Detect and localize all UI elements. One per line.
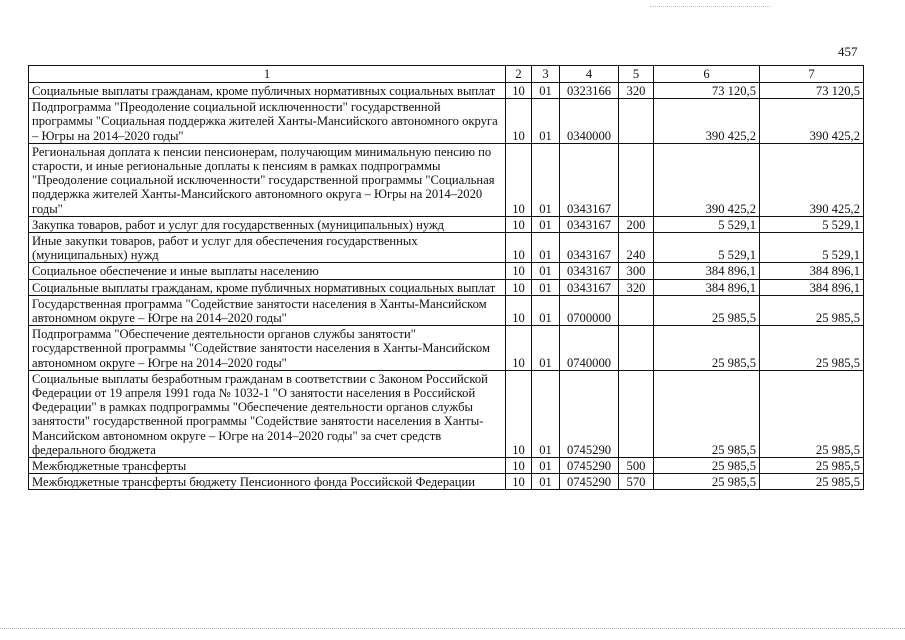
row-name-cell: Подпрограмма "Обеспечение деятельности органов службы занятости" государственной программы "Содействие занятости населения в Ханты-Мансийском автономном округе – Югре на 2014–2020 годы" (29, 326, 506, 371)
amount-col7-cell: 25 985,5 (760, 326, 864, 371)
amount-col6-cell: 73 120,5 (654, 83, 760, 99)
expense-type-cell (619, 295, 654, 325)
amount-col7-cell: 25 985,5 (760, 458, 864, 474)
table-row (29, 99, 864, 144)
row-name-cell: Государственная программа "Содействие занятости населения в Ханты-Мансийском автономном округе – Югре на 2014–2020 годы" (29, 295, 506, 325)
col-header-3: 3 (532, 66, 560, 83)
target-article-cell: 0745290 (560, 458, 619, 474)
target-article-cell: 0700000 (560, 295, 619, 325)
target-article-cell: 0745290 (560, 370, 619, 457)
amount-col7-cell: 5 529,1 (760, 233, 864, 263)
row-name-cell: Подпрограмма "Преодоление социальной исключенности" государственной программы "Социальная поддержка жителей Ханты-Мансийского автономного округа – Югры на 2014–2020 годы" (29, 99, 506, 144)
amount-col6-cell: 25 985,5 (654, 474, 760, 490)
target-article-cell: 0740000 (560, 326, 619, 371)
target-article-cell: 0340000 (560, 99, 619, 144)
subsection-code-cell: 01 (532, 233, 560, 263)
subsection-code-cell: 01 (532, 263, 560, 279)
row-name-cell: Иные закупки товаров, работ и услуг для обеспечения государственных (муниципальных) нужд (29, 233, 506, 263)
table-row (29, 279, 864, 295)
subsection-code-cell: 01 (532, 326, 560, 371)
amount-col6-cell: 390 425,2 (654, 99, 760, 144)
target-article-cell: 0323166 (560, 83, 619, 99)
target-article-cell: 0343167 (560, 143, 619, 216)
row-name-cell: Региональная доплата к пенсии пенсионерам, получающим минимальную пенсию по старости, и иные региональные доплаты к пенсиям в рамках подпрограммы "Преодоление социальной исключенности" государственной программы "Социальная поддержка жителей Ханты-Мансийского автономного округа – Югры на 2014–2020 годы" (29, 143, 506, 216)
amount-col7-cell: 390 425,2 (760, 143, 864, 216)
target-article-cell: 0745290 (560, 474, 619, 490)
target-article-cell: 0343167 (560, 279, 619, 295)
amount-col7-cell: 5 529,1 (760, 216, 864, 232)
subsection-code-cell: 01 (532, 83, 560, 99)
table-row (29, 474, 864, 490)
col-header-6: 6 (654, 66, 760, 83)
table-row (29, 370, 864, 457)
section-code-cell: 10 (506, 295, 532, 325)
expense-type-cell: 200 (619, 216, 654, 232)
row-name-cell: Социальные выплаты безработным гражданам в соответствии с Законом Российской Федерации от 19 апреля 1991 года № 1032-1 "О занятости населения в Российской Федерации" в рамках подпрограммы "Обеспечение деятельности органов службы занятости" государственной программы "Содействие занятости населения в Ханты-Мансийском автономном округе – Югре на 2014–2020 годы" за счет средств федерального бюджета (29, 370, 506, 457)
amount-col7-cell: 25 985,5 (760, 295, 864, 325)
subsection-code-cell: 01 (532, 143, 560, 216)
subsection-code-cell: 01 (532, 216, 560, 232)
section-code-cell: 10 (506, 233, 532, 263)
amount-col7-cell: 73 120,5 (760, 83, 864, 99)
col-header-1: 1 (29, 66, 506, 83)
amount-col6-cell: 25 985,5 (654, 370, 760, 457)
subsection-code-cell: 01 (532, 295, 560, 325)
expense-type-cell: 320 (619, 279, 654, 295)
section-code-cell: 10 (506, 458, 532, 474)
amount-col7-cell: 384 896,1 (760, 263, 864, 279)
section-code-cell: 10 (506, 370, 532, 457)
section-code-cell: 10 (506, 216, 532, 232)
amount-col7-cell: 384 896,1 (760, 279, 864, 295)
amount-col7-cell: 390 425,2 (760, 99, 864, 144)
subsection-code-cell: 01 (532, 99, 560, 144)
col-header-5: 5 (619, 66, 654, 83)
amount-col6-cell: 384 896,1 (654, 263, 760, 279)
subsection-code-cell: 01 (532, 474, 560, 490)
table-row (29, 143, 864, 216)
row-name-cell: Социальное обеспечение и иные выплаты населению (29, 263, 506, 279)
expense-type-cell (619, 143, 654, 216)
scan-artifact-bottom (0, 628, 905, 630)
subsection-code-cell: 01 (532, 458, 560, 474)
expense-type-cell: 570 (619, 474, 654, 490)
row-name-cell: Социальные выплаты гражданам, кроме публичных нормативных социальных выплат (29, 279, 506, 295)
table-row (29, 233, 864, 263)
amount-col6-cell: 5 529,1 (654, 216, 760, 232)
row-name-cell: Социальные выплаты гражданам, кроме публичных нормативных социальных выплат (29, 83, 506, 99)
col-header-7: 7 (760, 66, 864, 83)
expense-type-cell (619, 326, 654, 371)
section-code-cell: 10 (506, 99, 532, 144)
row-name-cell: Межбюджетные трансферты (29, 458, 506, 474)
amount-col6-cell: 5 529,1 (654, 233, 760, 263)
table-row (29, 458, 864, 474)
expense-type-cell (619, 370, 654, 457)
subsection-code-cell: 01 (532, 370, 560, 457)
target-article-cell: 0343167 (560, 263, 619, 279)
row-name-cell: Межбюджетные трансферты бюджету Пенсионного фонда Российской Федерации (29, 474, 506, 490)
amount-col6-cell: 25 985,5 (654, 295, 760, 325)
amount-col6-cell: 384 896,1 (654, 279, 760, 295)
section-code-cell: 10 (506, 143, 532, 216)
section-code-cell: 10 (506, 326, 532, 371)
budget-table (28, 65, 864, 490)
table-row (29, 326, 864, 371)
table-row (29, 83, 864, 99)
section-code-cell: 10 (506, 474, 532, 490)
amount-col6-cell: 25 985,5 (654, 326, 760, 371)
amount-col7-cell: 25 985,5 (760, 370, 864, 457)
scan-artifact-top (650, 6, 770, 8)
row-name-cell: Закупка товаров, работ и услуг для государственных (муниципальных) нужд (29, 216, 506, 232)
section-code-cell: 10 (506, 263, 532, 279)
amount-col7-cell: 25 985,5 (760, 474, 864, 490)
expense-type-cell (619, 99, 654, 144)
target-article-cell: 0343167 (560, 216, 619, 232)
page-number: 457 (838, 44, 858, 59)
col-header-4: 4 (560, 66, 619, 83)
amount-col6-cell: 390 425,2 (654, 143, 760, 216)
table-header-row (29, 66, 864, 83)
section-code-cell: 10 (506, 83, 532, 99)
amount-col6-cell: 25 985,5 (654, 458, 760, 474)
expense-type-cell: 240 (619, 233, 654, 263)
expense-type-cell: 500 (619, 458, 654, 474)
expense-type-cell: 320 (619, 83, 654, 99)
col-header-2: 2 (506, 66, 532, 83)
table-row (29, 216, 864, 232)
subsection-code-cell: 01 (532, 279, 560, 295)
table-row (29, 295, 864, 325)
expense-type-cell: 300 (619, 263, 654, 279)
target-article-cell: 0343167 (560, 233, 619, 263)
table-row (29, 263, 864, 279)
section-code-cell: 10 (506, 279, 532, 295)
